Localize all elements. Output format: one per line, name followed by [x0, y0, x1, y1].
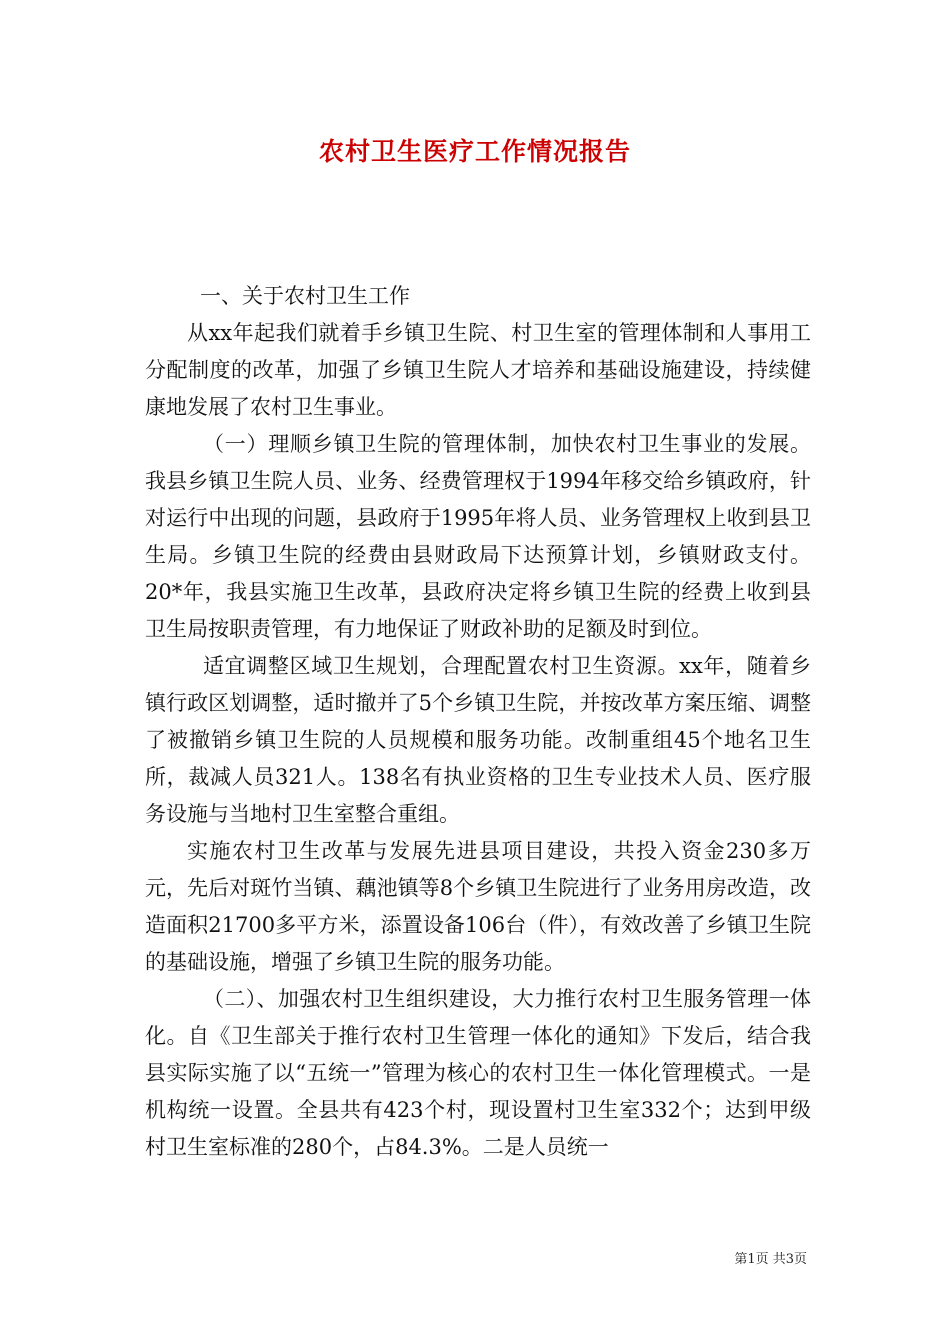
paragraph: （一）理顺乡镇卫生院的管理体制，加快农村卫生事业的发展。我县乡镇卫生院人员、业务、经费管理权于1994年移交给乡镇政府，针对运行中出现的问题，县政府于1995年将人员、业务管理权上收到县卫生局。乡镇卫生院的经费由县财政局下达预算计划，乡镇财政支付。20*年，我县实施卫生改革，县政府决定将乡镇卫生院的经费上收到县卫生局按职责管理，有力地保证了财政补助的足额及时到位。 — [145, 432, 811, 641]
paragraph: （二）、加强农村卫生组织建设，大力推行农村卫生服务管理一体化。自《卫生部关于推行农村卫生管理一体化的通知》下发后，结合我县实际实施了以“五统一”管理为核心的农村卫生一体化管理模式。一是机构统一设置。全县共有423个村，现设置村卫生室332个；达到甲级村卫生室标准的280个，占84.3%。二是人员统一 — [145, 987, 811, 1159]
section-heading: 一、关于农村卫生工作 — [200, 284, 410, 308]
page-number: 第1页 共3页 — [734, 1252, 807, 1267]
paragraph: 实施农村卫生改革与发展先进县项目建设，共投入资金230多万元，先后对斑竹当镇、藕池镇等8个乡镇卫生院进行了业务用房改造，改造面积21700多平方米，添置设备106台（件），有效改善了乡镇卫生院的基础设施，增强了乡镇卫生院的服务功能。 — [145, 839, 811, 974]
paragraph: 从xx年起我们就着手乡镇卫生院、村卫生室的管理体制和人事用工分配制度的改革，加强了乡镇卫生院人才培养和基础设施建设，持续健康地发展了农村卫生事业。 — [145, 321, 811, 419]
document-title: 农村卫生医疗工作情况报告 — [318, 137, 631, 166]
paragraph: 适宜调整区域卫生规划，合理配置农村卫生资源。xx年，随着乡镇行政区划调整，适时撤并了5个乡镇卫生院，并按改革方案压缩、调整了被撤销乡镇卫生院的人员规模和服务功能。改制重组45个地名卫生所，裁减人员321人。138名有执业资格的卫生专业技术人员、医疗服务设施与当地村卫生室整合重组。 — [145, 654, 811, 826]
document-body — [145, 278, 811, 1166]
